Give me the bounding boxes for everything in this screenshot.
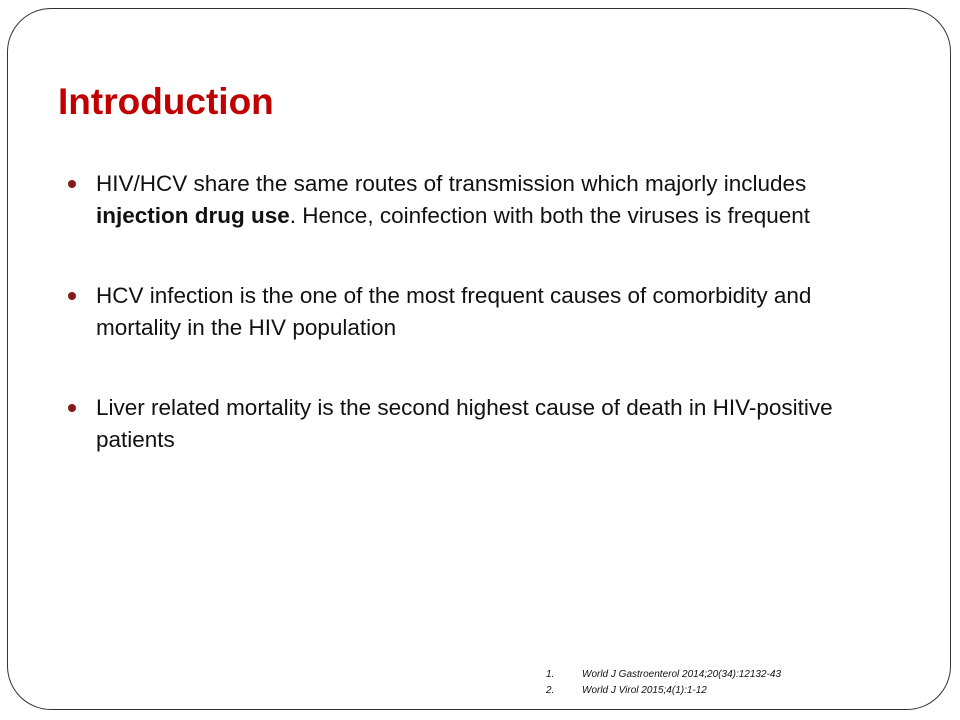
bullet-text-continued: . Hence, coinfection with both the viruses is frequent (289, 202, 811, 228)
reference-number: 2. (546, 685, 555, 696)
bullet-item (66, 392, 856, 455)
bullet-dot-icon (68, 180, 76, 188)
bullet-emphasis: injection drug use (96, 202, 290, 228)
reference-text: World J Gastroenterol 2014;20(34):12132-43 (582, 669, 782, 680)
reference-item (546, 683, 781, 699)
bullet-dot-icon (68, 292, 76, 300)
bullet-list (66, 168, 856, 455)
reference-list (546, 667, 781, 699)
reference-number: 1. (546, 669, 555, 680)
bullet-item (66, 280, 856, 343)
bullet-item (66, 168, 856, 231)
bullet-dot-icon (68, 404, 76, 412)
bullet-text: HIV/HCV share the same routes of transmission which majorly includes (96, 171, 807, 196)
reference-item (546, 667, 781, 683)
bullet-text: Liver related mortality is the second highest cause of death in HIV-positive patients (96, 395, 833, 452)
bullet-text: HCV infection is the one of the most frequent causes of comorbidity and mortality in the HIV population (96, 283, 812, 340)
reference-text: World J Virol 2015;4(1):1-12 (582, 685, 707, 696)
slide-title: Introduction (58, 81, 274, 122)
